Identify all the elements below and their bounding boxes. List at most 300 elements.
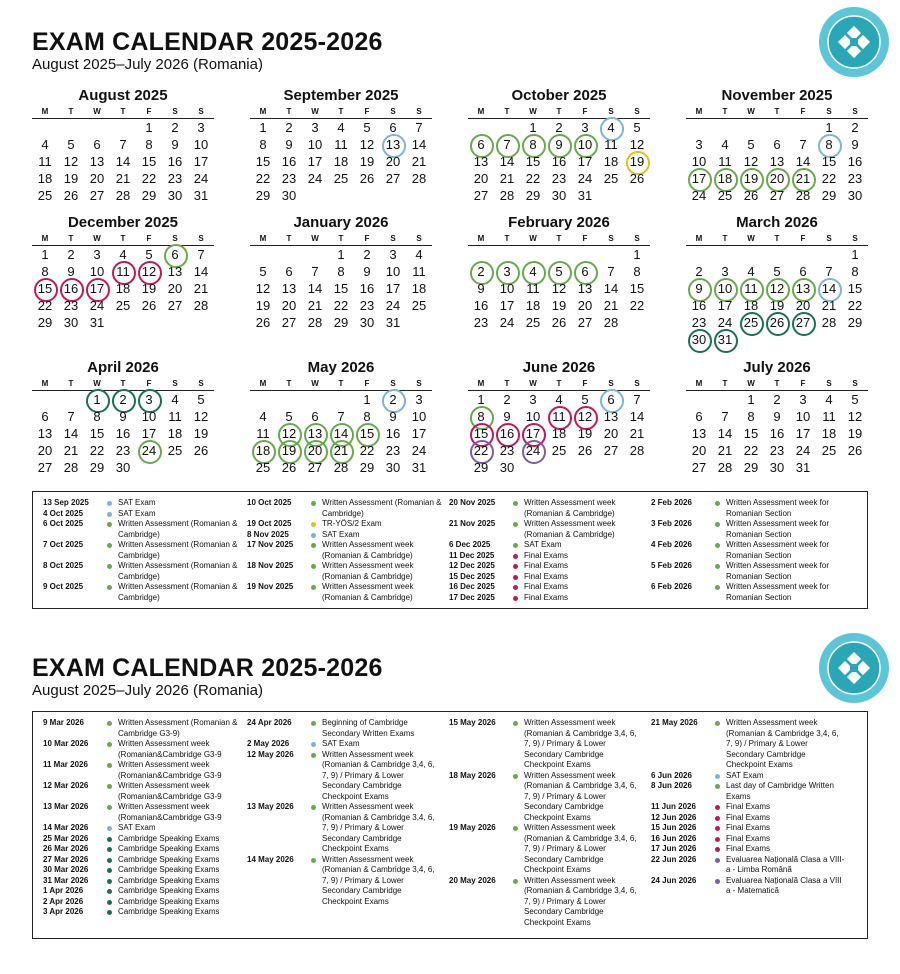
day-cell: 9 xyxy=(67,264,75,279)
legend-description: Written Assessment (Romanian & Cambridge) xyxy=(322,498,442,518)
day-cell: 18 xyxy=(743,298,759,313)
day-cell: 20 xyxy=(795,298,811,313)
weekday-header xyxy=(32,233,214,246)
weekday-label: S xyxy=(198,107,204,116)
legend-color-dot xyxy=(513,596,518,601)
empty-cell xyxy=(250,246,276,263)
weekday-label: M xyxy=(41,379,49,388)
day-cell-highlighted: 2 xyxy=(468,263,494,280)
legend-date: 25 Mar 2026 xyxy=(43,833,89,843)
day-cell: 1 xyxy=(145,120,153,135)
day-cell: 1 xyxy=(747,392,755,407)
day-cell: 30 xyxy=(167,188,183,203)
day-cell: 23 xyxy=(769,443,785,458)
empty-cell xyxy=(302,391,328,408)
day-cell: 21 xyxy=(499,171,515,186)
legend-color-dot xyxy=(311,858,316,863)
week-row xyxy=(686,442,868,459)
legend-description: Written Assessment (Romanian & Cambridge) xyxy=(118,561,238,581)
weekday-label: M xyxy=(41,234,49,243)
day-cell: 16 xyxy=(691,298,707,313)
weekday-label: T xyxy=(120,379,126,388)
weekday-label: F xyxy=(582,107,588,116)
day-cell: 16 xyxy=(167,154,183,169)
day-cell: 14 xyxy=(307,281,323,296)
day-cell: 21 xyxy=(193,281,209,296)
day-cell: 2 xyxy=(503,392,511,407)
day-cell: 23 xyxy=(63,298,79,313)
legend-description: Written Assessment week (Romanian & Cambridge) xyxy=(322,561,414,581)
weekday-label: S xyxy=(634,379,640,388)
empty-cell xyxy=(188,459,214,476)
legend-entry xyxy=(449,498,645,519)
weekday-label: T xyxy=(68,234,74,243)
day-cell-highlighted: 6 xyxy=(598,391,624,408)
day-cell: 23 xyxy=(359,298,375,313)
week-row xyxy=(686,170,868,187)
weekday-label: S xyxy=(416,234,422,243)
month-title: September 2025 xyxy=(283,87,399,104)
legend-color-dot xyxy=(107,826,112,831)
week-row xyxy=(468,297,650,314)
legend-description: Written Assessment week (Romanian & Cambridge) xyxy=(524,498,616,518)
legend-entry xyxy=(43,509,239,520)
legend-entry xyxy=(449,519,645,540)
day-cell: 27 xyxy=(691,460,707,475)
day-cell: 26 xyxy=(577,443,593,458)
week-row xyxy=(32,170,214,187)
day-cell: 7 xyxy=(197,247,205,262)
day-cell: 12 xyxy=(743,154,759,169)
legend-color-dot xyxy=(513,554,518,559)
day-cell: 10 xyxy=(385,264,401,279)
legend-description: Cambridge Speaking Exams xyxy=(118,886,220,895)
legend-description: Last day of Cambridge Written Exams xyxy=(726,781,834,801)
legend-color-dot xyxy=(107,837,112,842)
day-cell: 30 xyxy=(359,315,375,330)
legend-column xyxy=(449,718,645,928)
legend-description: Final Exams xyxy=(524,582,569,591)
day-cell: 21 xyxy=(629,426,645,441)
day-cell: 20 xyxy=(691,443,707,458)
week-row xyxy=(468,408,650,425)
legend-entry xyxy=(43,718,239,739)
legend-color-dot xyxy=(715,847,720,852)
weekday-label: W xyxy=(747,107,755,116)
day-cell-highlighted: 30 xyxy=(686,331,712,348)
day-cell: 29 xyxy=(743,460,759,475)
day-cell: 12 xyxy=(193,409,209,424)
week-row xyxy=(468,263,650,280)
legend-date: 12 May 2026 xyxy=(247,749,294,759)
day-cell: 15 xyxy=(821,154,837,169)
day-cell-highlighted: 8 xyxy=(520,136,546,153)
day-cell: 26 xyxy=(551,315,567,330)
day-cell: 13 xyxy=(281,281,297,296)
day-cell: 1 xyxy=(529,120,537,135)
day-cell: 4 xyxy=(721,137,729,152)
day-cell: 12 xyxy=(359,137,375,152)
legend-color-dot xyxy=(715,501,720,506)
day-cell-highlighted: 17 xyxy=(686,170,712,187)
empty-cell xyxy=(32,119,58,136)
weekday-header xyxy=(468,378,650,391)
weekday-label: T xyxy=(504,107,510,116)
day-cell: 28 xyxy=(193,298,209,313)
day-cell: 5 xyxy=(197,392,205,407)
legend-date: 12 Jun 2026 xyxy=(651,812,697,822)
day-cell: 2 xyxy=(363,247,371,262)
day-cell: 20 xyxy=(281,298,297,313)
empty-cell xyxy=(302,246,328,263)
empty-cell xyxy=(790,246,816,263)
day-cell: 30 xyxy=(551,188,567,203)
legend-entry xyxy=(43,519,239,540)
day-cell-highlighted: 4 xyxy=(598,119,624,136)
day-cell: 12 xyxy=(255,281,271,296)
page-subtitle-bottom: August 2025–July 2026 (Romania) xyxy=(32,682,263,699)
day-cell: 25 xyxy=(551,443,567,458)
legend-entry xyxy=(43,876,239,887)
day-cell: 18 xyxy=(525,298,541,313)
day-cell-highlighted: 11 xyxy=(738,280,764,297)
empty-cell xyxy=(738,119,764,136)
legend-entry xyxy=(651,781,847,802)
day-cell: 12 xyxy=(629,137,645,152)
legend-entry xyxy=(247,519,443,530)
empty-cell xyxy=(276,391,302,408)
weekday-label: M xyxy=(259,234,267,243)
legend-date: 11 Jun 2026 xyxy=(651,802,696,811)
weekday-label: F xyxy=(582,379,588,388)
legend-description: Written Assessment (Romanian & Cambridge) xyxy=(118,519,238,539)
day-cell: 15 xyxy=(847,281,863,296)
empty-cell xyxy=(624,459,650,476)
day-cell: 27 xyxy=(603,443,619,458)
day-cell: 19 xyxy=(577,426,593,441)
day-cell: 22 xyxy=(629,298,645,313)
day-cell: 16 xyxy=(769,426,785,441)
empty-cell xyxy=(712,119,738,136)
day-cell: 27 xyxy=(307,460,323,475)
legend-description: Written Assessment (Romanian & Cambridge G3-9) xyxy=(118,718,238,738)
legend-entry xyxy=(651,561,847,582)
legend-description: Final Exams xyxy=(524,561,569,570)
day-cell: 25 xyxy=(333,171,349,186)
legend-date: 15 May 2026 xyxy=(449,718,496,727)
day-cell: 18 xyxy=(821,426,837,441)
day-cell: 24 xyxy=(385,298,401,313)
day-cell: 26 xyxy=(281,460,297,475)
legend-color-dot xyxy=(715,774,720,779)
legend-bottom xyxy=(32,711,868,939)
week-row xyxy=(250,136,432,153)
day-cell: 17 xyxy=(499,298,515,313)
day-cell-highlighted: 19 xyxy=(738,170,764,187)
legend-color-dot xyxy=(107,763,112,768)
weekday-label: T xyxy=(722,107,728,116)
weekday-header xyxy=(468,233,650,246)
weekday-label: W xyxy=(747,379,755,388)
legend-date: 6 Jun 2026 xyxy=(651,770,692,780)
empty-cell xyxy=(764,246,790,263)
weekday-label: T xyxy=(504,234,510,243)
weekday-label: S xyxy=(608,379,614,388)
empty-cell xyxy=(162,459,188,476)
day-cell: 4 xyxy=(41,137,49,152)
day-cell: 17 xyxy=(577,154,593,169)
day-cell: 14 xyxy=(795,154,811,169)
legend-description: Written Assessment week (Romanian & Cambridge 3,4, 6, 7, 9) / Primary & Lower Secondary Cambridge Checkpoint Exams xyxy=(322,802,435,853)
weekday-label: S xyxy=(608,234,614,243)
day-cell-highlighted: 19 xyxy=(276,442,302,459)
legend-entry xyxy=(43,855,239,866)
day-cell: 16 xyxy=(359,281,375,296)
legend-date: 30 Mar 2026 xyxy=(43,865,89,874)
legend-date: 13 Mar 2026 xyxy=(43,802,89,811)
weekday-label: S xyxy=(852,107,858,116)
day-cell: 7 xyxy=(415,120,423,135)
day-cell-highlighted: 21 xyxy=(328,442,354,459)
empty-cell xyxy=(188,314,214,331)
day-cell: 29 xyxy=(89,460,105,475)
legend-description: SAT Exam xyxy=(118,823,156,832)
day-cell: 24 xyxy=(795,443,811,458)
day-cell: 11 xyxy=(526,281,540,296)
week-row xyxy=(32,187,214,204)
week-row xyxy=(686,331,868,348)
weekday-label: M xyxy=(477,107,485,116)
day-cell: 6 xyxy=(773,137,781,152)
page-subtitle: August 2025–July 2026 (Romania) xyxy=(32,56,263,73)
day-cell: 24 xyxy=(499,315,515,330)
day-cell-highlighted: 24 xyxy=(136,442,162,459)
legend-date: 22 Jun 2026 xyxy=(651,854,697,864)
legend-description: Written Assessment week (Romanian&Cambridge G3-9 xyxy=(118,739,222,759)
day-cell: 1 xyxy=(337,247,345,262)
day-cell: 9 xyxy=(851,137,859,152)
week-row xyxy=(250,170,432,187)
weekday-label: S xyxy=(826,234,832,243)
day-cell: 23 xyxy=(691,315,707,330)
day-cell: 12 xyxy=(847,409,863,424)
legend-date: 26 Mar 2026 xyxy=(43,844,89,853)
weekday-label: W xyxy=(311,379,319,388)
day-cell: 18 xyxy=(167,426,183,441)
month-calendar xyxy=(682,213,872,348)
empty-cell xyxy=(790,331,816,348)
week-row xyxy=(468,459,650,476)
day-cell: 30 xyxy=(385,460,401,475)
legend-description: Cambridge Speaking Exams xyxy=(118,854,220,864)
legend-entry xyxy=(449,561,645,572)
day-cell: 4 xyxy=(415,247,423,262)
legend-entry xyxy=(449,572,645,583)
day-cell: 9 xyxy=(285,137,293,152)
day-cell-highlighted: 1 xyxy=(84,391,110,408)
legend-column xyxy=(43,718,239,918)
legend-description: Written Assessment week (Romanian&Cambridge G3-9 xyxy=(118,802,222,822)
day-cell: 13 xyxy=(37,426,53,441)
week-row xyxy=(32,425,214,442)
day-cell: 10 xyxy=(691,154,707,169)
legend-color-dot xyxy=(513,543,518,548)
day-cell: 28 xyxy=(795,188,811,203)
day-cell: 24 xyxy=(307,171,323,186)
day-cell: 3 xyxy=(695,137,703,152)
empty-cell xyxy=(738,331,764,348)
day-cell: 5 xyxy=(67,137,75,152)
day-cell-highlighted: 12 xyxy=(136,263,162,280)
day-cell: 23 xyxy=(551,171,567,186)
day-cell: 29 xyxy=(359,460,375,475)
day-cell: 21 xyxy=(307,298,323,313)
weekday-label: M xyxy=(41,107,49,116)
legend-entry xyxy=(43,540,239,561)
empty-cell xyxy=(816,246,842,263)
day-cell: 23 xyxy=(385,443,401,458)
legend-description: Final Exams xyxy=(726,844,771,853)
day-cell-highlighted: 19 xyxy=(624,153,650,170)
month-title: April 2026 xyxy=(87,359,159,376)
legend-date: 19 Oct 2025 xyxy=(247,519,292,528)
day-cell: 13 xyxy=(167,264,183,279)
day-cell: 4 xyxy=(747,264,755,279)
day-cell: 27 xyxy=(281,315,297,330)
day-cell-highlighted: 3 xyxy=(494,263,520,280)
day-cell: 22 xyxy=(333,298,349,313)
legend-entry xyxy=(43,844,239,855)
weekday-header xyxy=(468,106,650,119)
legend-color-dot xyxy=(715,585,720,590)
legend-color-dot xyxy=(107,522,112,527)
day-cell: 30 xyxy=(769,460,785,475)
day-cell: 14 xyxy=(193,264,209,279)
legend-date: 2 Apr 2026 xyxy=(43,896,84,906)
legend-color-dot xyxy=(107,501,112,506)
legend-entry xyxy=(651,540,847,561)
legend-entry xyxy=(651,519,847,540)
legend-date: 4 Feb 2026 xyxy=(651,540,692,549)
empty-cell xyxy=(790,119,816,136)
legend-color-dot xyxy=(107,900,112,905)
week-row xyxy=(250,153,432,170)
day-cell: 22 xyxy=(359,443,375,458)
day-cell: 9 xyxy=(503,409,511,424)
day-cell: 23 xyxy=(281,171,297,186)
legend-entry xyxy=(449,771,645,824)
legend-date: 18 May 2026 xyxy=(449,770,496,780)
empty-cell xyxy=(598,187,624,204)
day-cell: 7 xyxy=(119,137,127,152)
day-cell: 6 xyxy=(285,264,293,279)
day-cell: 8 xyxy=(363,409,371,424)
day-cell: 22 xyxy=(141,171,157,186)
day-cell: 23 xyxy=(473,315,489,330)
week-row xyxy=(250,297,432,314)
school-emblem-icon xyxy=(818,632,890,704)
day-cell-highlighted: 8 xyxy=(468,408,494,425)
legend-date: 7 Oct 2025 xyxy=(43,540,84,549)
weekday-label: W xyxy=(529,107,537,116)
legend-description: Evaluarea Națională Clasa a VIII a - Matematică xyxy=(726,875,842,895)
day-cell: 8 xyxy=(747,409,755,424)
legend-color-dot xyxy=(715,522,720,527)
legend-description: Written Assessment week (Romanian & Cambridge) xyxy=(322,540,414,560)
weekday-label: S xyxy=(172,379,178,388)
weekday-label: T xyxy=(286,234,292,243)
empty-cell xyxy=(546,459,572,476)
legend-entry xyxy=(651,802,847,813)
day-cell: 18 xyxy=(333,154,349,169)
day-cell: 23 xyxy=(847,171,863,186)
day-cell: 8 xyxy=(851,264,859,279)
legend-color-dot xyxy=(107,858,112,863)
day-cell: 8 xyxy=(259,137,267,152)
weekday-label: F xyxy=(364,379,370,388)
day-cell: 5 xyxy=(747,137,755,152)
legend-date: 17 Jun 2026 xyxy=(651,844,697,853)
week-row xyxy=(468,280,650,297)
legend-entry xyxy=(43,582,239,603)
day-cell: 8 xyxy=(41,264,49,279)
empty-cell xyxy=(520,459,546,476)
day-cell: 19 xyxy=(769,298,785,313)
legend-color-dot xyxy=(715,784,720,789)
day-cell: 17 xyxy=(411,426,427,441)
weekday-label: W xyxy=(747,234,755,243)
legend-color-dot xyxy=(715,858,720,863)
weekday-header xyxy=(250,378,432,391)
day-cell-highlighted: 10 xyxy=(712,280,738,297)
legend-entry xyxy=(651,844,847,855)
legend-date: 6 Oct 2025 xyxy=(43,519,84,528)
legend-entry xyxy=(43,823,239,834)
legend-description: Written Assessment week (Romanian & Cambridge 3,4, 6, 7, 9) / Primary & Lower Secondary Cambridge Checkpoint Exams xyxy=(726,718,839,769)
week-row xyxy=(468,425,650,442)
week-row xyxy=(686,459,868,476)
day-cell: 25 xyxy=(603,171,619,186)
legend-entry xyxy=(247,750,443,803)
legend-color-dot xyxy=(107,847,112,852)
legend-color-dot xyxy=(513,501,518,506)
legend-date: 20 May 2026 xyxy=(449,875,496,885)
day-cell: 7 xyxy=(633,392,641,407)
month-title: October 2025 xyxy=(511,87,607,104)
day-cell: 16 xyxy=(115,426,131,441)
legend-date: 16 Dec 2025 xyxy=(449,582,495,591)
day-cell: 10 xyxy=(411,409,427,424)
legend-date: 10 Oct 2025 xyxy=(247,498,292,507)
weekday-header xyxy=(250,106,432,119)
day-cell: 4 xyxy=(555,392,563,407)
day-cell: 29 xyxy=(821,188,837,203)
day-cell: 23 xyxy=(499,443,515,458)
legend-date: 21 May 2026 xyxy=(651,718,698,727)
weekday-label: W xyxy=(93,379,101,388)
day-cell: 27 xyxy=(89,188,105,203)
day-cell: 1 xyxy=(477,392,485,407)
day-cell: 25 xyxy=(37,188,53,203)
day-cell: 9 xyxy=(171,137,179,152)
day-cell: 5 xyxy=(285,409,293,424)
day-cell: 9 xyxy=(389,409,397,424)
day-cell: 19 xyxy=(193,426,209,441)
day-cell: 12 xyxy=(63,154,79,169)
day-cell: 7 xyxy=(607,264,615,279)
legend-date: 24 Apr 2026 xyxy=(247,718,292,727)
weekday-label: T xyxy=(68,379,74,388)
